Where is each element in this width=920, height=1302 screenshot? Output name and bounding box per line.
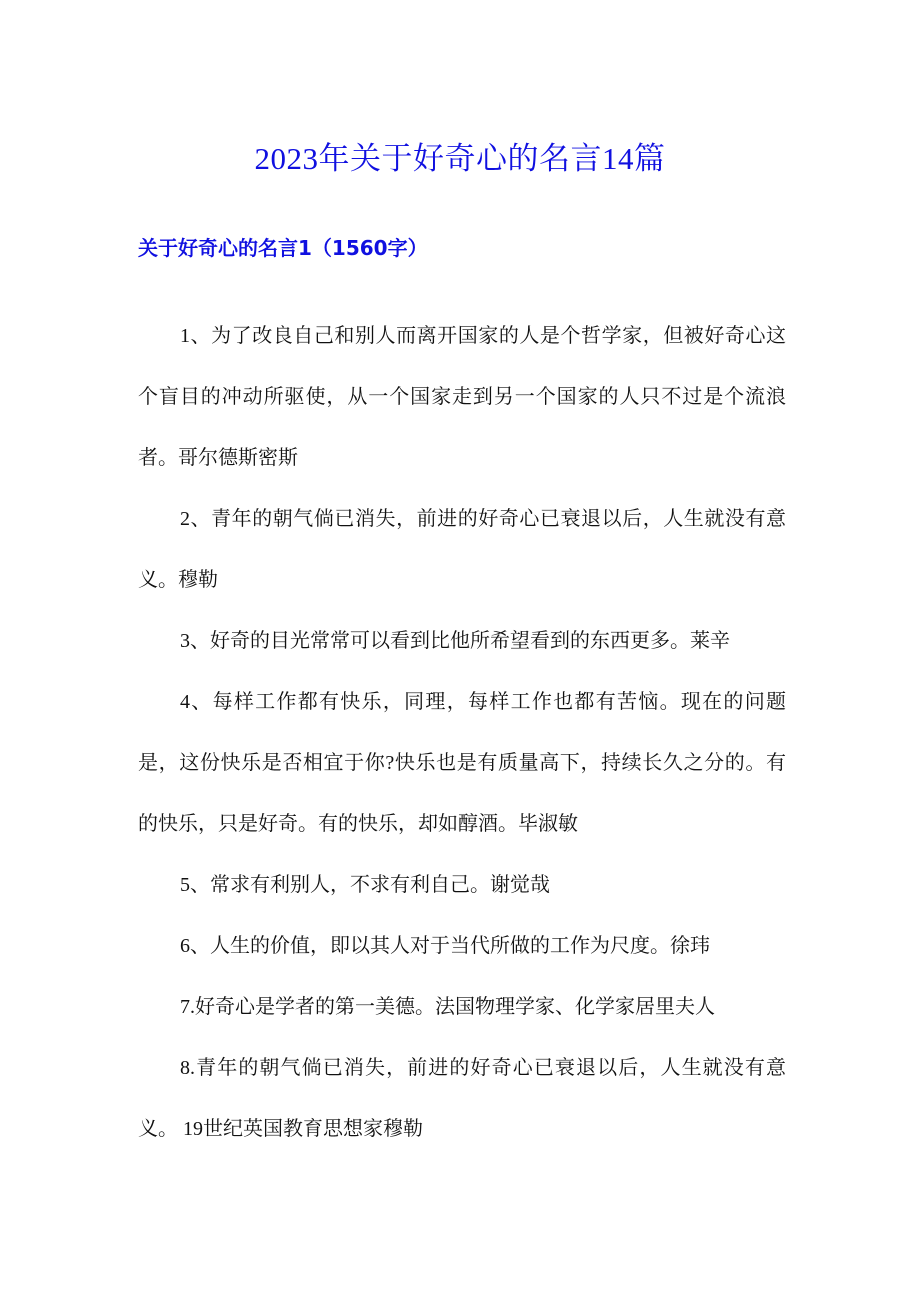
quote-paragraph-3: 3、好奇的目光常常可以看到比他所希望看到的东西更多。莱辛 <box>180 630 730 652</box>
document-body <box>138 306 786 1160</box>
section-heading: 关于好奇心的名言1（1560字） <box>138 236 428 260</box>
quote-paragraph-5: 5、常求有利别人，不求有利自己。谢觉哉 <box>180 874 550 896</box>
document-title: 2023年关于好奇心的名言14篇 <box>254 141 666 176</box>
quote-paragraph-6: 6、人生的价值，即以其人对于当代所做的工作为尺度。徐玮 <box>180 935 710 957</box>
quote-paragraph-7: 7.好奇心是学者的第一美德。法国物理学家、化学家居里夫人 <box>180 996 715 1018</box>
quote-paragraph-2: 2、青年的朝气倘已消失，前进的好奇心已衰退以后，人生就没有意义。穆勒 <box>138 508 786 591</box>
quote-paragraph-4: 4、每样工作都有快乐，同理，每样工作也都有苦恼。现在的问题是，这份快乐是否相宜于你?快乐也是有质量高下，持续长久之分的。有的快乐，只是好奇。有的快乐，却如醇酒。毕淑敏 <box>138 691 786 835</box>
quote-paragraph-1: 1、为了改良自己和别人而离开国家的人是个哲学家，但被好奇心这个盲目的冲动所驱使，从一个国家走到另一个国家的人只不过是个流浪者。哥尔德斯密斯 <box>138 325 786 469</box>
quote-paragraph-8: 8.青年的朝气倘已消失，前进的好奇心已衰退以后，人生就没有意义。 19世纪英国教育思想家穆勒 <box>138 1057 786 1140</box>
